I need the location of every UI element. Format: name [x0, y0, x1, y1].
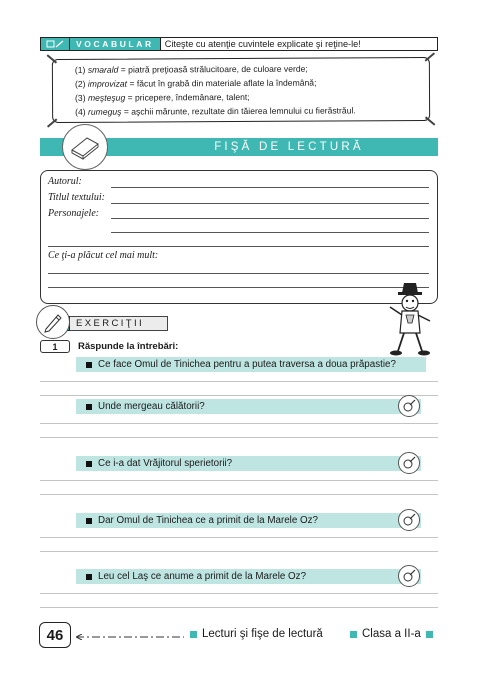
hand-writing-icon	[398, 565, 420, 587]
characters-answer-line[interactable]	[48, 246, 429, 247]
question-2: Unde mergeau călătorii?	[86, 399, 205, 414]
answer-line[interactable]	[40, 395, 438, 396]
bullet-square-icon	[426, 631, 433, 638]
liked-answer-line[interactable]	[48, 273, 429, 274]
question-3: Ce i-a dat Vrăjitorul sperietorii?	[86, 456, 232, 471]
author-answer-line[interactable]	[111, 187, 429, 188]
bullet-square-icon	[86, 362, 92, 368]
title-label: Titlul textului:	[48, 192, 105, 203]
answer-line[interactable]	[40, 480, 438, 481]
vocabular-entry: (3) meşteşug = pricepere, îndemânare, talent;	[75, 91, 250, 103]
footer-grade: Clasa a II-a	[350, 627, 433, 641]
pin-icon	[47, 118, 57, 127]
question-4: Dar Omul de Tinichea ce a primit de la Marele Oz?	[86, 513, 318, 528]
vocabular-entry: (2) improvizat = făcut în grabă din materiale aflate la îndemână;	[74, 77, 317, 89]
reading-sheet-form	[40, 170, 438, 304]
answer-line[interactable]	[40, 551, 438, 552]
vocabular-tab: VOCABULAR	[70, 37, 160, 51]
liked-most-label: Ce ţi-a plăcut cel mai mult:	[48, 250, 159, 261]
answer-line[interactable]	[40, 537, 438, 538]
vocabular-instruction: Citeşte cu atenţie cuvintele explicate şi reţine-le!	[160, 37, 438, 51]
tools-icon	[40, 37, 70, 51]
bullet-square-icon	[190, 631, 197, 638]
answer-line[interactable]	[40, 381, 438, 382]
answer-line[interactable]	[40, 607, 438, 608]
author-label: Autorul:	[48, 176, 82, 187]
vocabular-box	[52, 57, 430, 123]
exercise-number: 1	[40, 340, 70, 353]
exercitii-tab: EXERCIŢII	[70, 316, 168, 331]
arrow-left-icon	[76, 634, 184, 640]
fisa-title: FIŞĂ DE LECTURĂ	[214, 141, 364, 153]
exercise-task: Răspunde la întrebări:	[78, 341, 179, 352]
hand-writing-icon	[398, 452, 420, 474]
bullet-square-icon	[86, 518, 92, 524]
pin-icon	[47, 54, 58, 63]
wizard-illustration	[382, 277, 438, 357]
question-1: Ce face Omul de Tinichea pentru a putea traversa a doua prăpastie?	[86, 357, 396, 372]
hand-writing-icon	[398, 395, 420, 417]
book-icon	[62, 124, 108, 170]
bullet-square-icon	[350, 631, 357, 638]
answer-line[interactable]	[40, 593, 438, 594]
hand-writing-icon	[398, 509, 420, 531]
characters-label: Personajele:	[48, 208, 100, 219]
answer-line[interactable]	[40, 423, 438, 424]
vocabular-entry: (4) rumeguş = aşchii mărunte, rezultate din tăierea lemnului cu fierăstrăul.	[75, 105, 356, 117]
answer-line[interactable]	[40, 437, 438, 438]
page-number: 46	[39, 622, 71, 648]
title-answer-line[interactable]	[111, 203, 429, 204]
question-5: Leu cel Laş ce anume a primit de la Marele Oz?	[86, 569, 306, 584]
pin-icon	[425, 52, 435, 61]
footer-section: Lecturi şi fişe de lectură	[190, 627, 323, 641]
pencil-icon	[36, 305, 70, 339]
answer-line[interactable]	[40, 494, 438, 495]
bullet-square-icon	[86, 461, 92, 467]
bullet-square-icon	[86, 404, 92, 410]
liked-answer-line[interactable]	[48, 287, 429, 288]
characters-answer-line[interactable]	[111, 232, 429, 233]
characters-answer-line[interactable]	[111, 218, 429, 219]
pin-icon	[425, 116, 436, 125]
vocabular-entry: (1) smarald = piatră preţioasă strălucitoare, de culoare verde;	[74, 63, 308, 75]
bullet-square-icon	[86, 574, 92, 580]
vocabular-header	[40, 37, 438, 51]
